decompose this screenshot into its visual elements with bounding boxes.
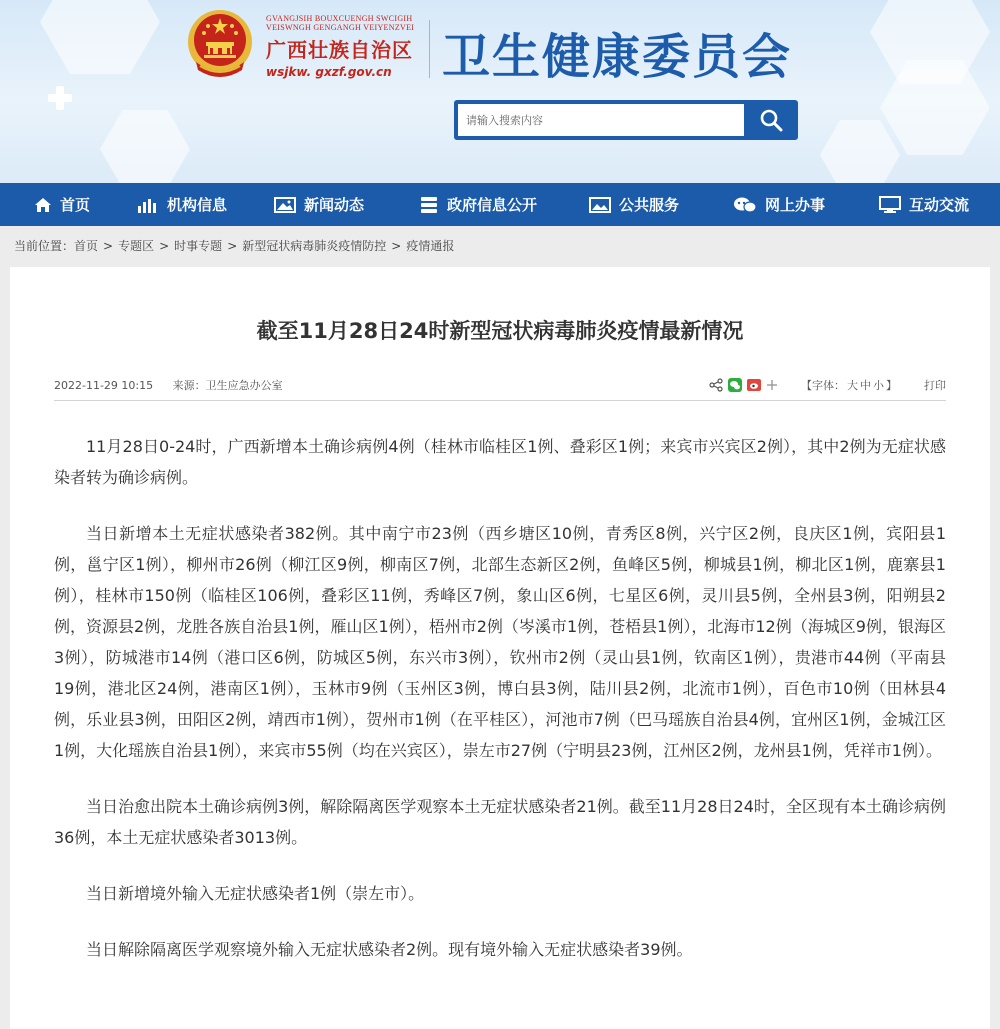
article-title: 截至11月28日24时新型冠状病毒肺炎疫情最新情况 xyxy=(256,319,744,343)
font-size-control xyxy=(800,377,898,393)
article-paragraph: 当日新增境外输入无症状感染者1例（崇左市）。 xyxy=(86,884,425,903)
breadcrumb-separator: > xyxy=(391,239,402,253)
nav-label: 机构信息 xyxy=(166,196,227,214)
share-icons xyxy=(709,378,778,392)
region-name: 广西壮族自治区 xyxy=(266,40,413,62)
hex-decoration xyxy=(40,0,160,74)
image-icon xyxy=(274,197,296,213)
monitor-icon xyxy=(879,196,901,214)
breadcrumb-separator: > xyxy=(159,239,170,253)
site-header xyxy=(0,0,1000,183)
meta-right xyxy=(709,377,946,393)
nav-item-home[interactable] xyxy=(6,194,118,215)
hex-decoration xyxy=(100,110,190,183)
region-branding xyxy=(266,14,414,79)
share-icon[interactable] xyxy=(709,378,723,392)
meta-divider xyxy=(54,400,946,401)
nav-label: 政府信息公开 xyxy=(446,196,537,214)
hex-decoration xyxy=(820,120,900,183)
breadcrumb-item[interactable]: 专题区 xyxy=(118,239,155,253)
zhuang-name-line-1: GVANGJSIH BOUXCUENGH SWCIGIH xyxy=(266,14,413,23)
nav-item-online-service[interactable] xyxy=(704,194,854,215)
nav-label: 新闻动态 xyxy=(303,196,364,214)
nav-label: 网上办事 xyxy=(764,196,825,214)
article-paragraph: 当日治愈出院本土确诊病例3例，解除隔离医学观察本土无症状感染者21例。截至11月28日24时，全区现有本土确诊病例36例，本土无症状感染者3013例。 xyxy=(54,797,946,847)
breadcrumb-separator: > xyxy=(103,239,114,253)
article-paragraph: 当日解除隔离医学观察境外输入无症状感染者2例。现有境外输入无症状感染者39例。 xyxy=(86,940,693,959)
search-button[interactable] xyxy=(748,104,794,136)
zhuang-name-line-2: VEISWNGH GENGANGH VEIYENZVEI xyxy=(266,23,415,32)
search-box xyxy=(454,100,798,140)
font-medium-button[interactable]: 中 xyxy=(860,379,871,392)
national-emblem-icon xyxy=(186,8,254,80)
picture-icon xyxy=(589,197,611,213)
home-icon xyxy=(34,197,52,213)
breadcrumb-item[interactable]: 新型冠状病毒肺炎疫情防控 xyxy=(242,239,387,253)
breadcrumb-prefix: 当前位置： xyxy=(14,239,75,253)
breadcrumb-item[interactable]: 首页 xyxy=(74,239,99,253)
breadcrumb-separator: > xyxy=(227,239,238,253)
breadcrumb-item[interactable]: 疫情通报 xyxy=(406,239,455,253)
nav-label: 首页 xyxy=(59,196,90,214)
nav-label: 公共服务 xyxy=(618,196,679,214)
wechat-icon[interactable] xyxy=(728,378,742,392)
nav-item-institution[interactable] xyxy=(118,194,246,215)
article-body xyxy=(54,431,946,965)
more-share-icon[interactable] xyxy=(766,379,778,391)
nav-item-gov-info[interactable] xyxy=(392,194,564,215)
nav-item-interaction[interactable] xyxy=(854,194,994,215)
weibo-icon[interactable] xyxy=(747,378,761,392)
font-small-button[interactable]: 小 xyxy=(873,379,884,392)
header-divider xyxy=(429,20,430,78)
meta-left xyxy=(54,377,299,393)
print-button[interactable]: 打印 xyxy=(924,379,946,392)
search-input[interactable] xyxy=(458,104,744,136)
search-icon xyxy=(759,108,783,132)
nav-item-public-service[interactable] xyxy=(564,194,704,215)
article-paragraph: 当日新增本土无症状感染者382例。其中南宁市23例（西乡塘区10例，青秀区8例，兴宁区2例，良庆区1例，宾阳县1例，邕宁区1例），柳州市26例（柳江区9例，柳南区7例，北部生态新区2例，鱼峰区5例，柳城县1例，柳北区1例，鹿寨县1例），桂林市150例（临桂区106例，叠彩区11例，秀峰区7例，象山区6例，七星区6例，灵川县5例，全州县3例，阳朔县2例，资源县2例，龙胜各族自治县1例，雁山区1例），梧州市2例（岑溪市1例，苍梧县1例），北海市12例（海城区9例，银海区3例），防城港市14例（港口区6例，防城区5例，东兴市3例），钦州市2例（灵山县1例，钦南区1例），贵港市44例（平南县19例，港北区24例，港南区1例），玉林市9例（玉州区3例，博白县3例，陆川县2例，北流市1例），百色市10例（田林县4例，乐业县3例，田阳区2例，靖西市1例），贺州市1例（在平桂区），河池市7例（巴马瑶族自治县4例，宜州区1例，金城江区1例，大化瑶族自治县1例），来宾市55例（均在兴宾区），崇左市27例（宁明县23例，江州区2例，龙州县1例，凭祥市1例）。 xyxy=(54,524,946,760)
font-close: 】 xyxy=(886,379,897,392)
breadcrumb xyxy=(0,226,1000,267)
bar-chart-icon xyxy=(137,197,159,213)
chat-icon xyxy=(733,196,757,214)
stack-icon xyxy=(419,196,439,214)
plus-decoration-icon xyxy=(48,86,72,110)
breadcrumb-item[interactable]: 时事专题 xyxy=(174,239,223,253)
font-large-button[interactable]: 大 xyxy=(847,379,858,392)
article-container xyxy=(10,267,990,1029)
article-source: 来源：卫生应急办公室 xyxy=(172,379,283,392)
article-paragraph: 11月28日0-24时，广西新增本土确诊病例4例（桂林市临桂区1例、叠彩区1例；来宾市兴宾区2例），其中2例为无症状感染者转为确诊病例。 xyxy=(54,437,946,487)
nav-label: 互动交流 xyxy=(908,196,969,214)
site-domain: wsjkw. gxzf.gov.cn xyxy=(266,65,392,79)
main-nav xyxy=(0,183,1000,226)
site-title: 卫生健康委员会 xyxy=(442,31,793,84)
nav-item-news[interactable] xyxy=(246,194,392,215)
font-label: 【字体： xyxy=(801,379,845,392)
article-meta xyxy=(54,375,946,395)
publish-date: 2022-11-29 10:15 xyxy=(54,379,154,392)
